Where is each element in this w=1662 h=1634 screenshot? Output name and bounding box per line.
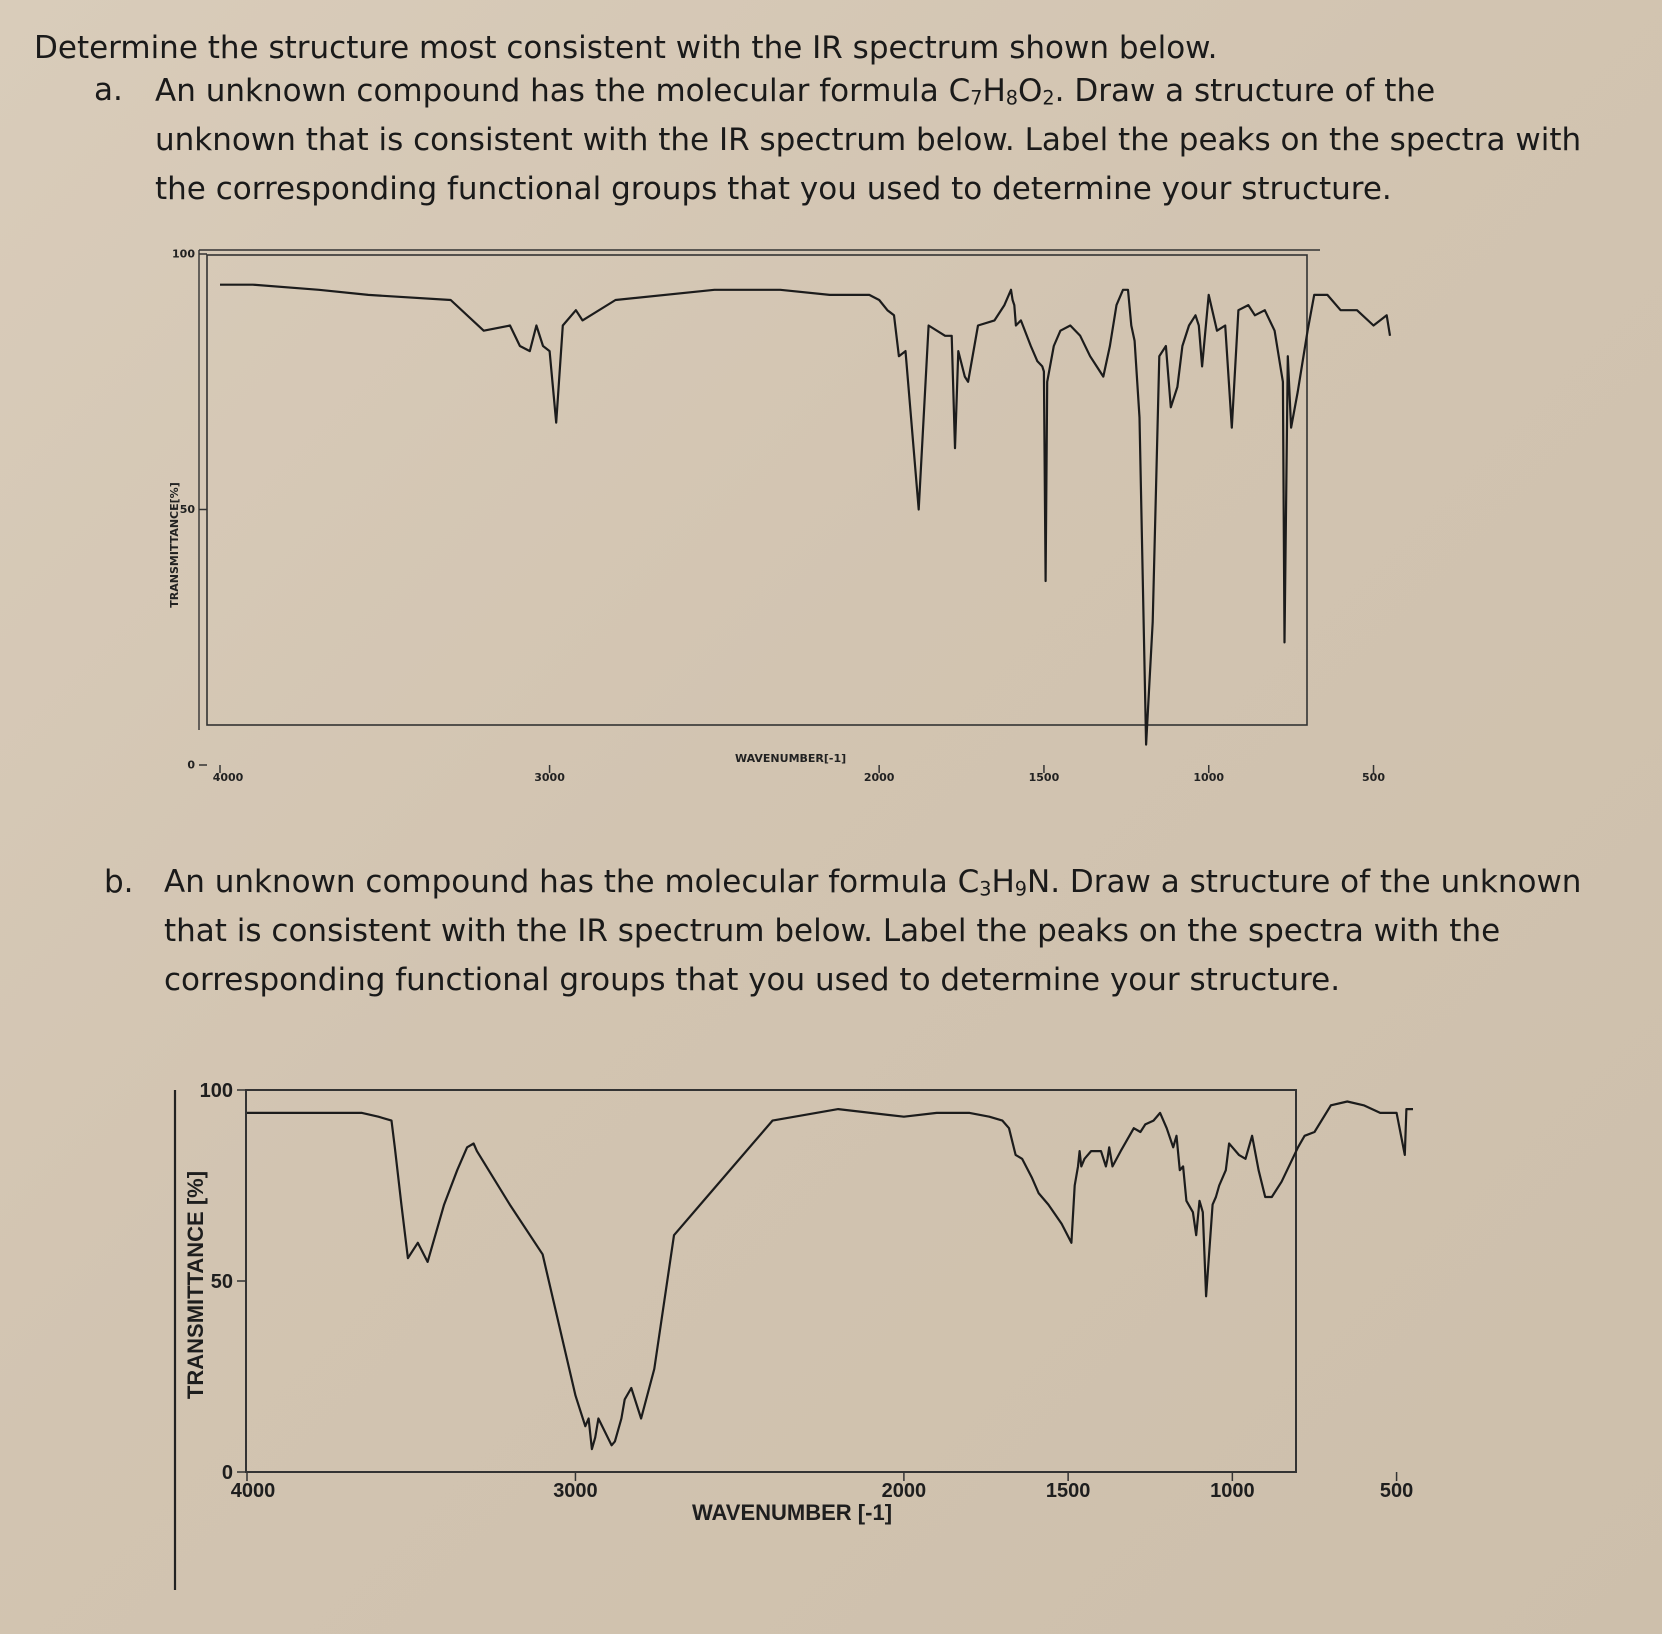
question-a-line-1: An unknown compound has the molecular formula $C_7H_8O_2$. Draw a structure of the xyxy=(155,73,1436,110)
spectrum-a-x-tick-label: 1500 xyxy=(1028,771,1060,784)
intro-text: Determine the structure most consistent with the IR spectrum shown below. xyxy=(34,30,1218,66)
spectrum-b-frame xyxy=(246,1090,1296,1472)
question-b-line-2: that is consistent with the IR spectrum below. Label the peaks on the spectra with the xyxy=(164,913,1501,949)
spectrum-a-x-tick-label: 4000 xyxy=(212,771,244,784)
question-b-marker: b. xyxy=(104,864,134,900)
spectrum-a-x-axis-label: WAVENUMBER[-1] xyxy=(735,752,847,765)
spectrum-b-x-axis-label: WAVENUMBER [-1] xyxy=(691,1500,893,1525)
spectrum-b-y-axis-label: TRANSMITTANCE [%] xyxy=(183,1170,208,1400)
question-b-line-3: corresponding functional groups that you used to determine your structure. xyxy=(164,962,1341,998)
spectrum-b-trace xyxy=(247,1102,1413,1450)
spectrum-a-x-tick-label: 2000 xyxy=(863,771,895,784)
spectrum-a-y-axis-label: TRANSMITTANCE[%] xyxy=(168,482,181,608)
spectrum-b-x-tick-label: 3000 xyxy=(553,1480,598,1502)
spectrum-a-y-tick-label: 0 xyxy=(187,758,195,772)
spectrum-a-x-tick-label: 1000 xyxy=(1193,771,1225,784)
spectrum-b-x-tick-label: 2000 xyxy=(881,1480,927,1502)
question-a-line-2: unknown that is consistent with the IR spectrum below. Label the peaks on the spectra with xyxy=(155,122,1582,158)
spectrum-b-y-tick-label: 50 xyxy=(210,1271,233,1293)
spectrum-b-x-tick-label: 1500 xyxy=(1045,1480,1091,1502)
spectrum-b-x-tick-label: 500 xyxy=(1379,1480,1414,1502)
spectrum-a-x-tick-label: 3000 xyxy=(534,771,565,784)
spectrum-b-x-tick-label: 4000 xyxy=(230,1480,276,1502)
spectrum-b-y-tick-label: 100 xyxy=(199,1080,233,1102)
question-b-line-1: An unknown compound has the molecular formula $C_3H_9N$. Draw a structure of the unknown xyxy=(164,864,1582,901)
question-a-line-3: the corresponding functional groups that you used to determine your structure. xyxy=(155,171,1392,207)
spectrum-a-x-tick-label: 500 xyxy=(1362,771,1386,784)
question-a-marker: a. xyxy=(94,72,123,108)
spectrum-a-y-tick-label: 100 xyxy=(172,247,195,261)
spectrum-b-y-tick-label: 0 xyxy=(221,1462,233,1484)
spectrum-b-x-tick-label: 1000 xyxy=(1210,1480,1255,1502)
spectrum-a-y-tick-label: 50 xyxy=(179,503,195,516)
